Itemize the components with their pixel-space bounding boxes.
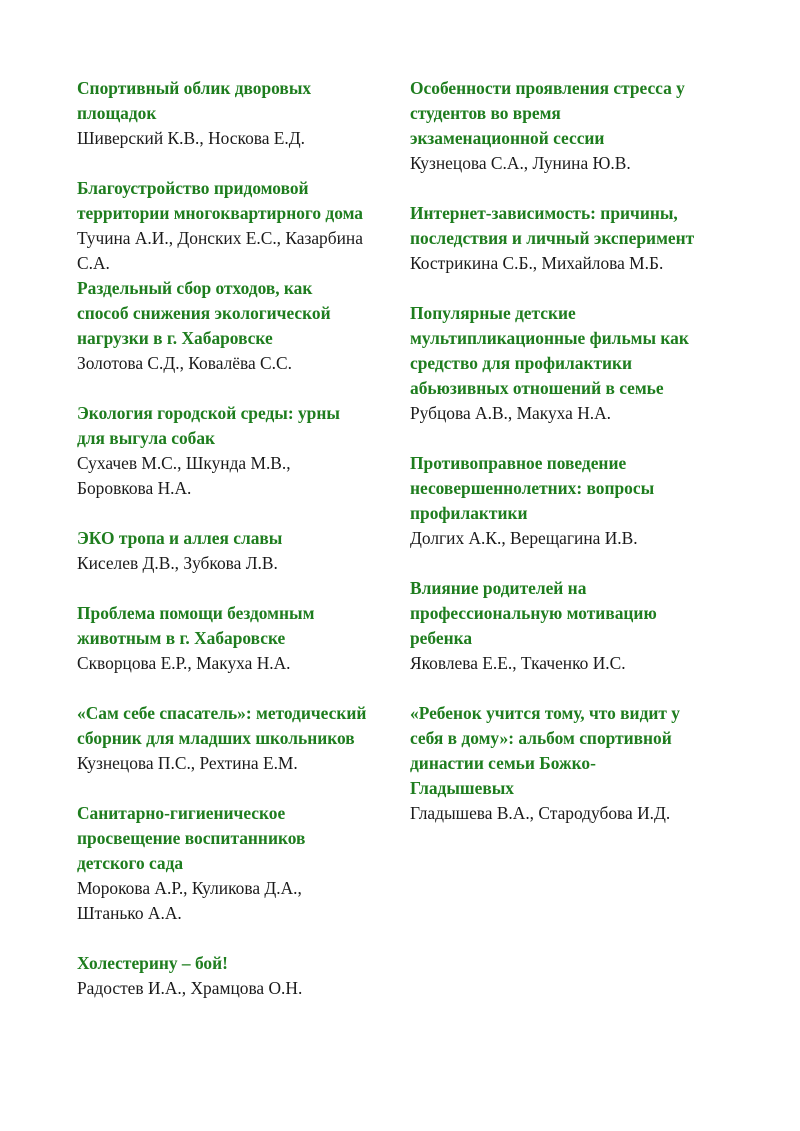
entry-title-line: себя в дому»: альбом спортивной [410,728,672,748]
entry-authors-line: Шиверский К.В., Носкова Е.Д. [77,128,305,148]
entry-title-line: ребенка [410,628,473,648]
entry [77,401,395,501]
entry-title-line: несовершеннолетних: вопросы [410,478,655,498]
entry-title-line: территории многоквартирного дома [77,203,364,223]
entry-title-line: Влияние родителей на [410,578,587,598]
entry-authors-line: Яковлева Е.Е., Ткаченко И.С. [410,653,626,673]
entry-authors-line: Скворцова Е.Р., Макуха Н.А. [77,653,291,673]
entry [410,576,728,676]
entry [77,176,395,276]
entry-title-line: Холестерину – бой! [77,953,228,973]
entry-title-line: животным в г. Хабаровске [77,628,286,648]
entry-title-line: абьюзивных отношений в семье [410,378,664,398]
entry-title-line: просвещение воспитанников [77,828,306,848]
entry-title-line: нагрузки в г. Хабаровске [77,328,273,348]
entry-title-line: Санитарно-гигиеническое [77,803,286,823]
entry-authors-line: Рубцова А.В., Макуха Н.А. [410,403,612,423]
entry-title-line: профессиональную мотивацию [410,603,657,623]
entry-title-line: сборник для младших школьников [77,728,355,748]
entry-authors-line: Сухачев М.С., Шкунда М.В., [77,453,291,473]
entry [410,451,728,551]
entry-title-line: Противоправное поведение [410,453,627,473]
entry-title-line: Спортивный облик дворовых [77,78,312,98]
entry-authors-line: Кострикина С.Б., Михайлова М.Б. [410,253,664,273]
entry-title-line: студентов во время [410,103,561,123]
entry-authors-line: Киселев Д.В., Зубкова Л.В. [77,553,278,573]
entry-authors-line: Кузнецова С.А., Лунина Ю.В. [410,153,631,173]
entry-title-line: Популярные детские [410,303,576,323]
entry-title-line: «Ребенок учится тому, что видит у [410,703,680,723]
entry-title-line: Интернет-зависимость: причины, [410,203,678,223]
entry [77,276,395,376]
entry-title-line: Особенности проявления стресса у [410,78,685,98]
entry-authors-line: Штанько А.А. [77,903,182,923]
entry-title-line: площадок [77,103,157,123]
entry-title-line: последствия и личный эксперимент [410,228,695,248]
entry-authors-line: Кузнецова П.С., Рехтина Е.М. [77,753,298,773]
entry [77,801,395,926]
entry-authors-line: С.А. [77,253,110,273]
entry-title-line: Благоустройство придомовой [77,178,309,198]
entry-title-line: способ снижения экологической [77,303,331,323]
entry-title-line: экзаменационной сессии [410,128,605,148]
entry-authors-line: Долгих А.К., Верещагина И.В. [410,528,638,548]
entry-title-line: Проблема помощи бездомным [77,603,315,623]
entry-title-line: для выгула собак [77,428,216,448]
entry-title-line: ЭКО тропа и аллея славы [77,528,283,548]
entry [77,526,395,576]
entry-authors-line: Радостев И.А., Храмцова О.Н. [77,978,303,998]
entry-title-line: «Сам себе спасатель»: методический [77,703,367,723]
entry-title-line: детского сада [77,853,184,873]
entry-title-line: Раздельный сбор отходов, как [77,278,313,298]
entry-title-line: Гладышевых [410,778,514,798]
entry-title-line: профилактики [410,503,528,523]
entry-title-line: Экология городской среды: урны [77,403,340,423]
entry-authors-line: Золотова С.Д., Ковалёва С.С. [77,353,292,373]
entry [77,951,395,1001]
entry [77,601,395,676]
entry [410,201,728,276]
entry [410,301,728,426]
entry-title-line: династии семьи Божко- [410,753,596,773]
entry [77,701,395,776]
entry-title-line: мультипликационные фильмы как [410,328,689,348]
entry [410,701,728,826]
left-column [77,76,395,1026]
entry [410,76,728,176]
right-column [410,76,728,851]
entry [77,76,395,151]
entry-authors-line: Тучина А.И., Донских Е.С., Казарбина [77,228,363,248]
entry-authors-line: Боровкова Н.А. [77,478,192,498]
entry-title-line: средство для профилактики [410,353,633,373]
entry-authors-line: Гладышева В.А., Стародубова И.Д. [410,803,671,823]
entry-authors-line: Морокова А.Р., Куликова Д.А., [77,878,302,898]
